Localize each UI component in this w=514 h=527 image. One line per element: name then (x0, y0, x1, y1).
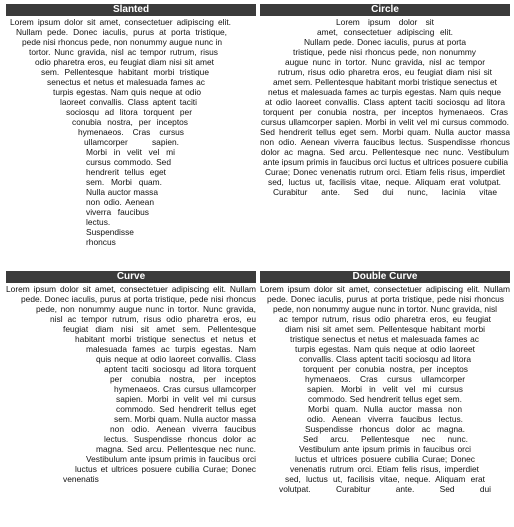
text-line: commodo. Sed hendrerit tellus eget (116, 404, 256, 414)
text-line: aptent taciti sociosqu ad litora torquent (104, 364, 256, 374)
text-line: sapien. Morbi in velit vel mi cursus (116, 394, 256, 404)
text-line: sem. Morbi quam. Nulla auctor massa (114, 414, 256, 424)
text-line: pede. Donec iaculis, purus at porta tristique, pede nisi rhoncus (267, 294, 504, 304)
text-line: sed, luctus ut, facilisis vitae, neque. Aliquam erat volutpat. (268, 177, 501, 187)
text-line: odio. Aenean viverra faucibus lectus. (307, 414, 463, 424)
text-line: turpis egestas. Nam quis neque at odio laoreet (295, 344, 475, 354)
text-line: Lorem ipsum dolor sit amet, consectetuer adipiscing elit. (10, 17, 231, 27)
panel-title: Circle (260, 4, 510, 16)
text-line: Lorem ipsum dolor sit amet, consectetuer adipiscing elit. Nullam (6, 284, 256, 294)
text-line: non odio. Aenean viverra faucibus lectus. Suspendisse rhoncus (260, 137, 510, 147)
panel-circle (260, 4, 510, 255)
text-line: hymenaeos. Cras cursus ullamcorper (305, 374, 465, 384)
text-line: hymenaeos. Cras cursus ullamcorper (114, 384, 256, 394)
text-line: Sed arcu. Pellentesque nec nunc. (303, 434, 468, 444)
text-line: magna. Sed arcu. Pellentesque nec nunc. (96, 444, 256, 454)
text-line: pede, non nonummy augue nunc in tortor. Nunc gravida, nisl (273, 304, 497, 314)
text-line: sem. Morbi quam. (86, 177, 162, 187)
panel-title: Double Curve (260, 271, 510, 283)
text-line: lectus. Suspendisse rhoncus dolor ac (104, 434, 256, 444)
text-line: feugiat diam nisi sit amet sem. Pellentesque (63, 324, 256, 334)
shaped-text-block (260, 16, 510, 197)
text-line: odio pharetra eros, eu feugiat diam nisi sit amet (35, 57, 214, 67)
text-line: Vestibulum ante ipsum primis in faucibus orci (299, 444, 471, 454)
shaped-text-block (6, 16, 256, 247)
text-line: ante ipsum primis in faucibus orci luctus et ultrices posuere cubilia (263, 157, 508, 167)
text-line: sociosqu ad litora torquent per (66, 107, 192, 117)
text-line: sem. Pellentesque habitant morbi tristique (41, 67, 209, 77)
text-line: rhoncus (86, 237, 116, 247)
text-line: Nulla auctor massa (86, 187, 158, 197)
text-line: augue nunc in tortor. Nunc gravida, nisl ac tempor (285, 57, 485, 67)
text-line: Sed hendrerit tellus eget sem. Morbi quam. Nulla auctor massa (260, 127, 510, 137)
text-line: torquent per conubia nostra, per inceptos (303, 364, 468, 374)
text-line: cursus commodo. Sed (86, 157, 171, 167)
text-line: Vestibulum ante ipsum primis in faucibus orci (86, 454, 256, 464)
text-line: laoreet convallis. Class aptent taciti (60, 97, 197, 107)
text-line: senectus et netus et malesuada fames ac (47, 77, 205, 87)
text-line: non odio. Aenean viverra faucibus (110, 424, 256, 434)
shaped-text-block (6, 283, 256, 484)
text-line: nisl ac tempor rutrum, risus odio pharetra eros, eu (50, 314, 256, 324)
text-line: pede. Donec iaculis, purus at porta tristique, pede nisi rhoncus (21, 294, 256, 304)
text-line: amet sem. Pellentesque habitant morbi tristique senectus et (273, 77, 497, 87)
text-line: pede, non nonummy augue nunc in tortor. Nunc gravida, (36, 304, 256, 314)
text-line: viverra faucibus (86, 207, 149, 217)
text-line: ac tempor rutrum, risus odio pharetra eros, eu feugiat (279, 314, 491, 324)
text-line: lectus. (86, 217, 111, 227)
text-line: non odio. Aenean (86, 197, 154, 207)
text-line: dolor ac magna. Sed arcu. Pellentesque nec nunc. Vestibulum (261, 147, 509, 157)
text-line: hendrerit tellus eget (86, 167, 166, 177)
text-line: tristique senectus et netus et malesuada fames ac (290, 334, 479, 344)
text-line: venenatis (63, 474, 99, 484)
text-line: torquent per conubia nostra, per inceptos hymenaeos. Cras (263, 107, 508, 117)
text-line: diam nisi sit amet sem. Pellentesque habitant morbi (285, 324, 485, 334)
text-line: tristique, pede nisi rhoncus pede, non nonummy (293, 47, 476, 57)
panel-title: Curve (6, 271, 256, 283)
text-line: Nullam pede. Donec iaculis, purus at porta tristique, (16, 27, 227, 37)
panel-curve (6, 271, 256, 527)
text-line: hymenaeos. Cras cursus (78, 127, 184, 137)
text-line: Suspendisse rhoncus dolor ac magna. (305, 424, 465, 434)
text-line: venenatis rutrum orci. Etiam felis risus, imperdiet (290, 464, 479, 474)
text-line: amet, consectetuer adipiscing elit. (317, 27, 453, 37)
text-line: Lorem ipsum dolor sit (336, 17, 434, 27)
panel-double-curve (260, 271, 510, 527)
text-line: netus et malesuada fames ac turpis egestas. Nam quis neque (268, 87, 501, 97)
text-line: luctus et ultrices posuere cubilia Curae; Donec (295, 454, 475, 464)
text-line: conubia nostra, per inceptos (72, 117, 188, 127)
text-line: quis neque at odio laoreet convallis. Class (96, 354, 256, 364)
panel-slanted (6, 4, 256, 255)
text-line: Lorem ipsum dolor sit amet, consectetuer adipiscing elit. Nullam (260, 284, 510, 294)
text-line: Nullam pede. Donec iaculis, purus at porta (304, 37, 466, 47)
text-line: Suspendisse (86, 227, 134, 237)
text-line: commodo. Sed hendrerit tellus eget sem. (308, 394, 462, 404)
text-line: Morbi in velit vel mi (86, 147, 175, 157)
text-line: at odio laoreet convallis. Class aptent taciti sociosqu ad litora (265, 97, 505, 107)
text-line: Morbi quam. Nulla auctor massa non (308, 404, 462, 414)
text-line: Curae; Donec venenatis rutrum orci. Etiam felis risus, imperdiet (265, 167, 505, 177)
shaped-text-block (260, 283, 510, 494)
text-line: tortor. Nunc gravida, nisl ac tempor rutrum, risus (29, 47, 218, 57)
text-line: pede nisi rhoncus pede, non nonummy augue nunc in (22, 37, 222, 47)
text-line: sed, luctus ut, facilisis vitae, neque. Aliquam erat (285, 474, 485, 484)
text-line: rutrum, risus odio pharetra eros, eu feugiat diam nisi sit (278, 67, 492, 77)
text-line: convallis. Class aptent taciti sociosqu ad litora (299, 354, 471, 364)
text-line: sapien. Morbi in velit vel mi cursus (307, 384, 463, 394)
text-line: turpis egestas. Nam quis neque at odio (53, 87, 201, 97)
text-line: habitant morbi tristique senectus et netus et (75, 334, 256, 344)
text-line: per conubia nostra, per inceptos (110, 374, 256, 384)
text-line: volutpat. Curabitur ante. Sed dui (279, 484, 491, 494)
text-line: malesuada fames ac turpis egestas. Nam (86, 344, 256, 354)
text-line: ullamcorper sapien. (84, 137, 179, 147)
text-line: Curabitur ante. Sed dui nunc, lacinia vitae (273, 187, 497, 197)
text-line: cursus ullamcorper sapien. Morbi in velit vel mi cursus commodo. (261, 117, 509, 127)
text-line: luctus et ultrices posuere cubilia Curae; Donec (75, 464, 256, 474)
panel-title: Slanted (6, 4, 256, 16)
